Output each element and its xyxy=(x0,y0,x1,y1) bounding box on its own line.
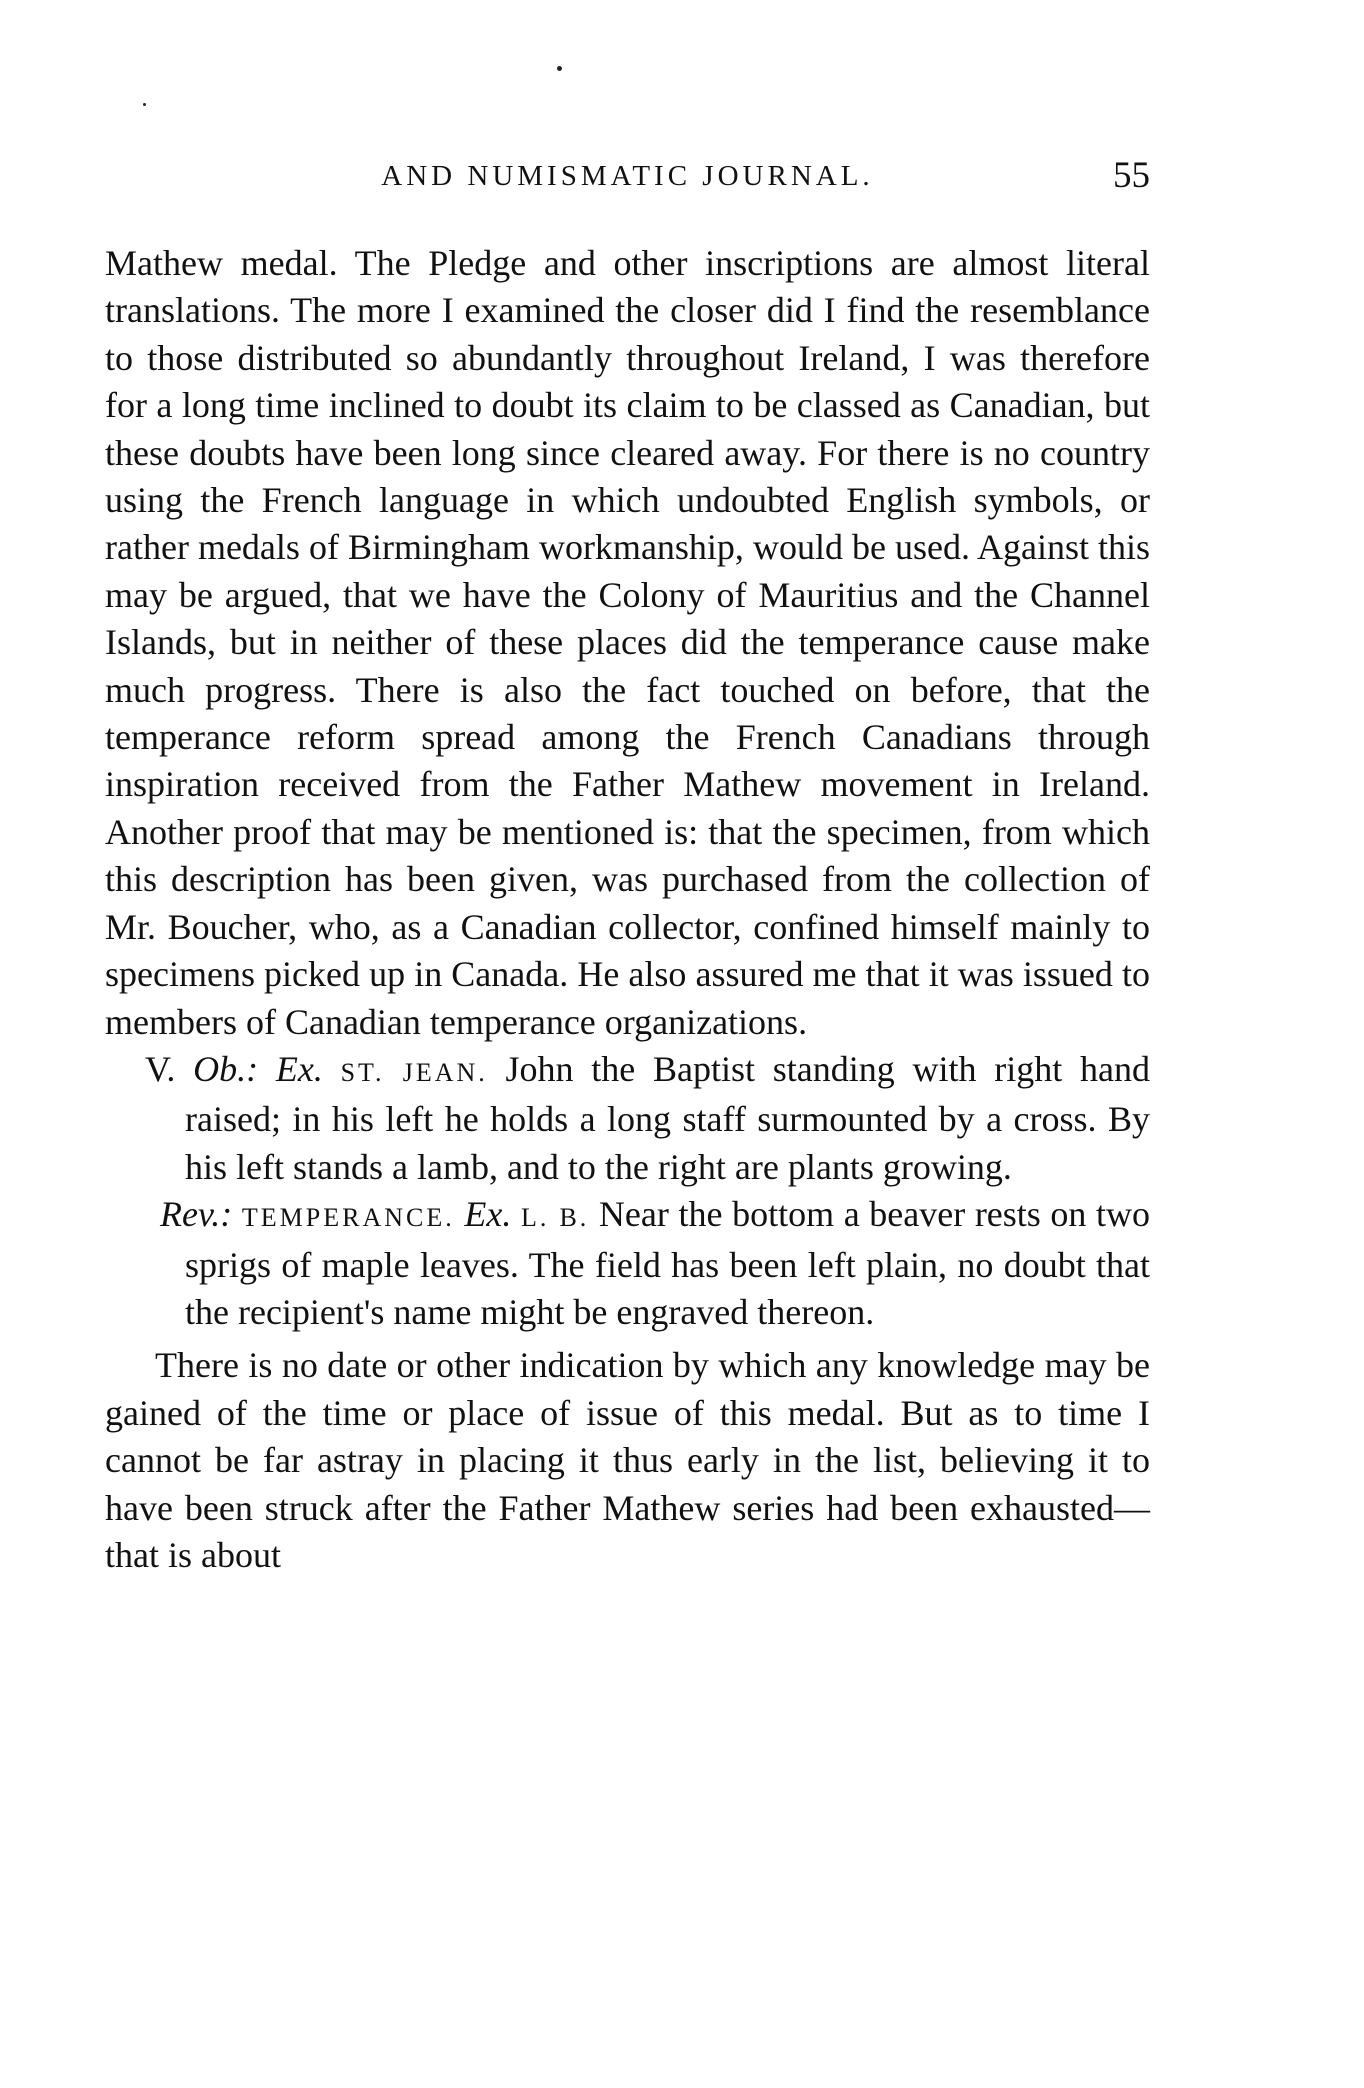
reverse-description: Near the bottom a beaver rests on two sprigs of maple leaves. The field has been left plain, no doubt that the recipient's name might be engraved thereon. xyxy=(185,1194,1151,1332)
reverse-exergue-text: L. B. xyxy=(520,1203,590,1233)
reverse-legend: TEMPERANCE. xyxy=(241,1203,455,1233)
paragraph-father-mathew-medal: Mathew medal. The Pledge and other inscriptions are almost literal translations. The more I examined the closer did I find the resemblance to those distributed so abundantly throughout Ireland, I was therefore for a long time inclined to doubt its claim to be classed as Canadian, but these doubts have been long since cleared away. For there is no country using the French language in which undoubted English symbols, or rather medals of Birmingham workmanship, would be used. Against this may be argued, that we have the Colony of Mauritius and the Channel Islands, but in neither of these places did the temperance cause make much progress. There is also the fact touched on before, that the temperance reform spread among the French Canadians through inspiration received from the Father Mathew movement in Ireland. Another proof that may be mentioned is: that the specimen, from which this description has been given, was purchased from the collection of Mr. Boucher, who, as a Canadian collector, confined himself mainly to specimens picked up in Canada. He also assured me that it was issued to members of Canadian temperance organizations. xyxy=(105,243,1150,1042)
body-text xyxy=(105,240,1150,1579)
ink-speck xyxy=(557,66,562,71)
reverse-exergue-label: Ex. xyxy=(464,1194,512,1235)
running-header xyxy=(105,155,1150,200)
obverse-description: John the Baptist standing with right hand raised; in his left he holds a long staff surmounted by a cross. By his left stands a lamb, and to the right are plants growing. xyxy=(185,1048,1150,1187)
paragraph-date-of-issue: There is no date or other indication by which any knowledge may be gained of the time or place of issue of this medal. But as to time I cannot be far astray in placing it thus early in the list, believing it to have been struck after the Father Mathew series had been exhausted—that is about xyxy=(105,1345,1150,1575)
reverse-label: Rev.: xyxy=(160,1194,233,1235)
exergue-label: Ex. xyxy=(275,1048,323,1089)
ink-speck xyxy=(143,103,146,106)
page-number: 55 xyxy=(1113,155,1150,196)
medal-entry-v-reverse xyxy=(105,1191,1150,1336)
obverse-label: Ob.: xyxy=(193,1048,259,1089)
entry-numeral: V. xyxy=(145,1048,176,1089)
running-title: AND NUMISMATIC JOURNAL. xyxy=(381,160,874,192)
medal-entry-v-obverse xyxy=(105,1046,1150,1191)
exergue-text: ST. JEAN. xyxy=(340,1057,488,1087)
